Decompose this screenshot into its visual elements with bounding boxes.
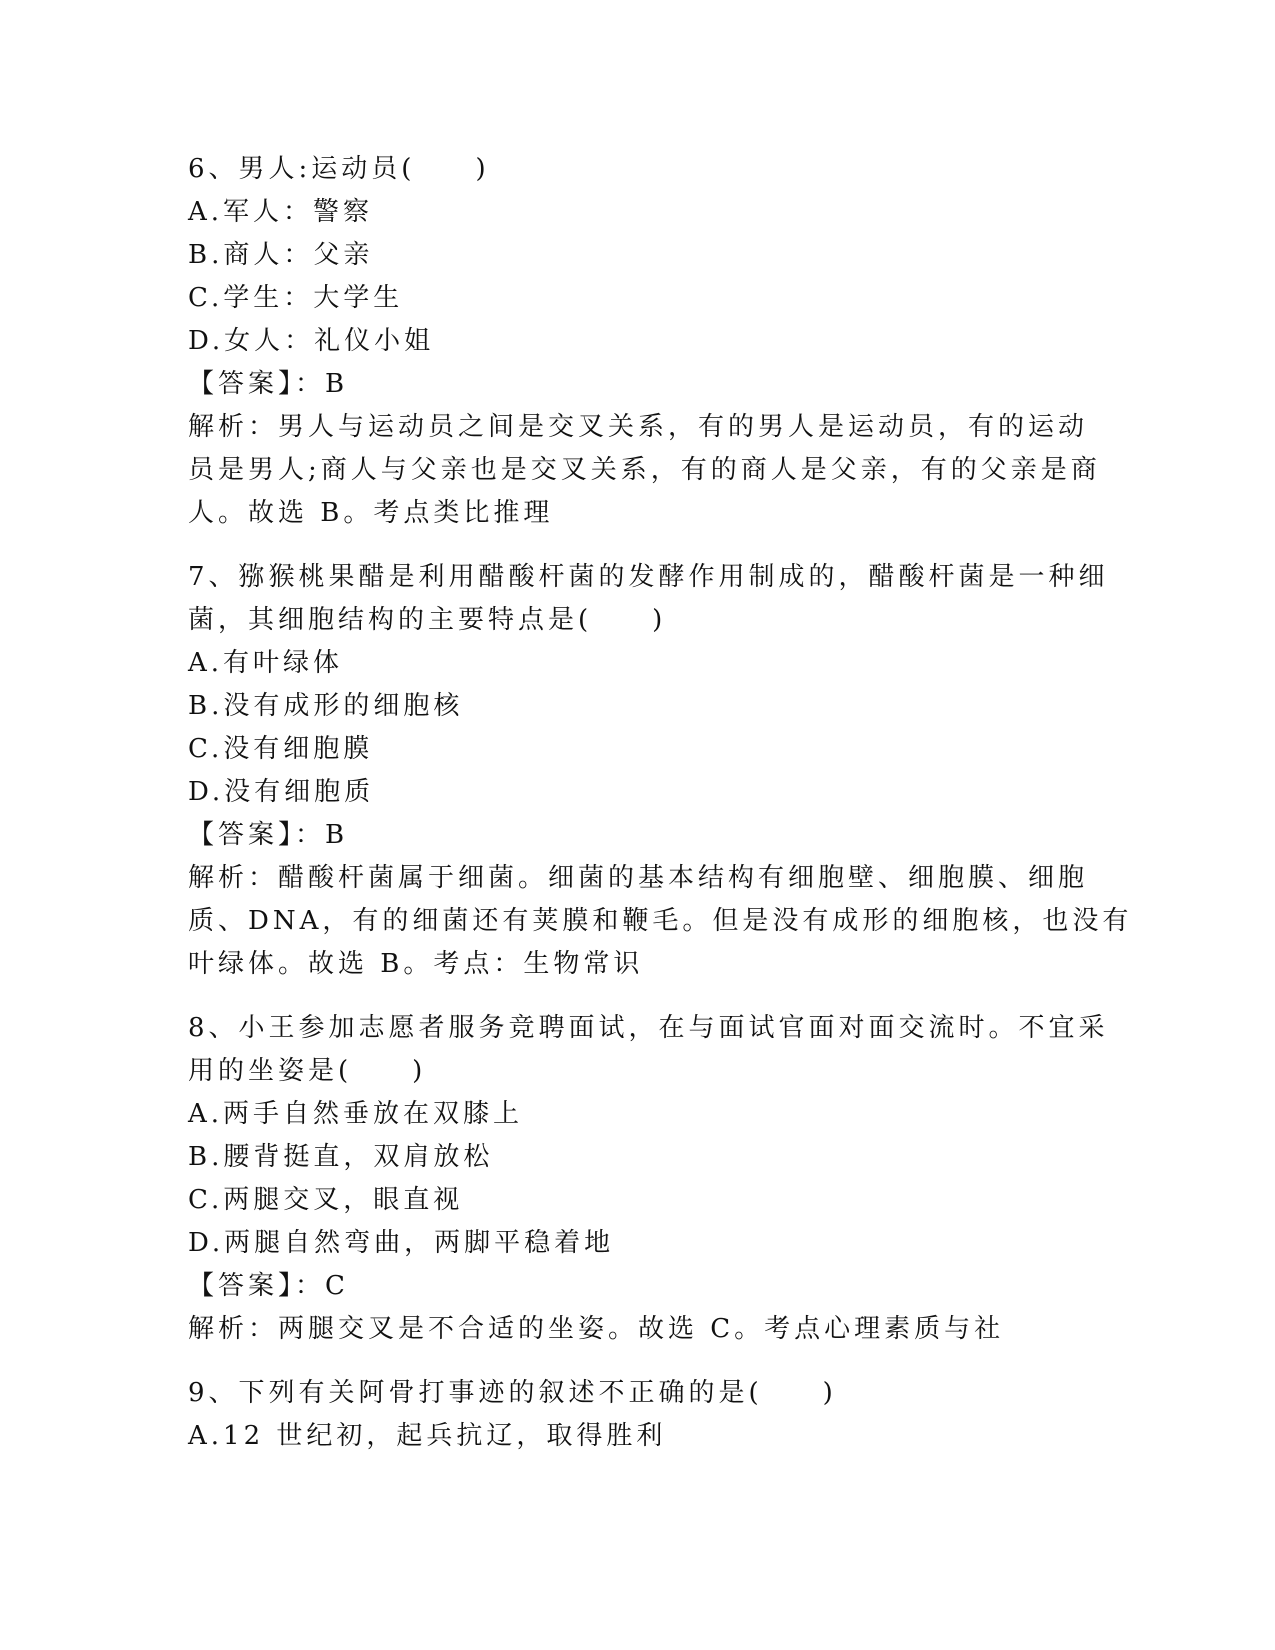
analysis-line: 解析：男人与运动员之间是交叉关系，有的男人是运动员，有的运动: [188, 412, 1089, 442]
answer-label: 【答案】：B: [188, 369, 349, 399]
analysis-line: 叶绿体。故选 B。考点：生物常识: [188, 949, 644, 979]
question-stem: 9、下列有关阿骨打事迹的叙述不正确的是( ): [188, 1378, 837, 1408]
option-b: B.商人：父亲: [188, 240, 374, 270]
question-9: [188, 1372, 1088, 1458]
question-stem: 6、男人:运动员( ): [188, 154, 490, 184]
option-b: B.没有成形的细胞核: [188, 691, 464, 721]
question-stem: 7、猕猴桃果醋是利用醋酸杆菌的发酵作用制成的，醋酸杆菌是一种细: [188, 562, 1109, 592]
analysis-line: 人。故选 B。考点类比推理: [188, 498, 554, 528]
option-d: D.两腿自然弯曲，两脚平稳着地: [188, 1228, 615, 1258]
question-8: [188, 1007, 1109, 1351]
question-7: [188, 556, 1133, 986]
analysis-line: 解析：醋酸杆菌属于细菌。细菌的基本结构有细胞壁、细胞膜、细胞: [188, 863, 1089, 893]
option-a: A.军人：警察: [188, 197, 374, 227]
document-page: [188, 148, 1133, 1479]
option-d: D.没有细胞质: [188, 777, 375, 807]
question-stem: 菌，其细胞结构的主要特点是( ): [188, 605, 667, 635]
option-c: C.没有细胞膜: [188, 734, 374, 764]
question-stem: 用的坐姿是( ): [188, 1056, 427, 1086]
answer-label: 【答案】：B: [188, 820, 349, 850]
option-c: C.学生：大学生: [188, 283, 404, 313]
option-b: B.腰背挺直，双肩放松: [188, 1142, 494, 1172]
analysis-line: 员是男人;商人与父亲也是交叉关系，有的商人是父亲，有的父亲是商: [188, 455, 1101, 485]
option-a: A.两手自然垂放在双膝上: [188, 1099, 524, 1129]
question-stem: 8、小王参加志愿者服务竞聘面试，在与面试官面对面交流时。不宜采: [188, 1013, 1109, 1043]
answer-label: 【答案】：C: [188, 1271, 349, 1301]
question-6: [188, 148, 1101, 535]
analysis-line: 质、DNA，有的细菌还有荚膜和鞭毛。但是没有成形的细胞核，也没有: [188, 906, 1133, 936]
option-a: A.12 世纪初，起兵抗辽，取得胜利: [188, 1421, 667, 1451]
analysis-line: 解析：两腿交叉是不合适的坐姿。故选 C。考点心理素质与社: [188, 1314, 1005, 1344]
option-a: A.有叶绿体: [188, 648, 344, 678]
option-c: C.两腿交叉，眼直视: [188, 1185, 464, 1215]
option-d: D.女人：礼仪小姐: [188, 326, 435, 356]
